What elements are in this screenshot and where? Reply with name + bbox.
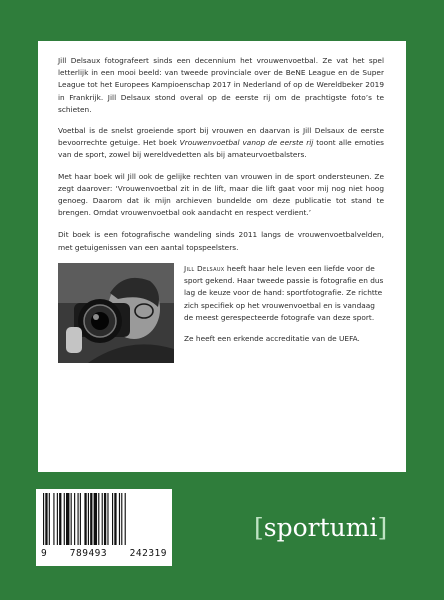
barcode-bar [78,493,79,545]
barcode-digit-prefix: 9 [41,548,48,559]
barcode-bar [94,493,97,545]
barcode-bar [88,493,89,545]
barcode-bar [114,493,116,545]
barcode-bar [84,493,86,545]
growth-paragraph [58,125,384,162]
isbn-barcode [36,489,172,566]
barcode-bar [80,493,81,545]
author-name: Jill Delsaux [184,263,225,273]
barcode-bar [104,493,106,545]
barcode-bar [57,493,58,545]
walk-paragraph: Dit boek is een fotografische wandeling sinds 2011 langs de vrouwenvoetbalvelden, met getuigenissen van een aantal topspeelsters. [58,230,384,252]
barcode-bar [74,493,75,545]
publisher-logo [254,510,422,546]
author-photo [58,263,174,363]
barcode-bar [53,493,54,545]
barcode-bar [43,493,44,545]
barcode-bar [90,493,92,545]
barcode-bar [59,493,61,545]
text-panel [38,41,406,472]
photographer-illustration [58,263,174,363]
barcode-digit-group-2: 242319 [129,548,167,559]
barcode-bar [112,493,113,545]
book-title: Vrouwenvoetbal vanop de eerste rij [179,138,314,148]
barcode-digits [41,548,167,559]
logo-bracket-close: ] [377,513,388,542]
barcode-bar [49,493,50,545]
barcode-bar [119,493,120,545]
barcode-bar [64,493,65,545]
barcode-bars [41,493,167,545]
barcode-digit-group-1: 789493 [69,548,108,559]
barcode-bar [102,493,103,545]
barcode-bar [107,493,108,545]
author-bio [184,263,384,363]
growth-text-start: Voetbal is de snelst groeiende sport bij vrouwen en daarvan is Jill Delsaux de eerste bevoorrechte getuige. Het boek [58,126,384,148]
intro-paragraph: Jill Delsaux fotografeert sinds een decennium het vrouwenvoetbal. Ze vat het spel letterlijk in een mooi beeld: van tweede provinciale over de BeNE League en de Super League tot het Europees Kampioenschap 2017 in Nederland of op de Wereldbeker 2019 in Frankrijk. Jill Delsaux stond overal op de eerste rij om de prachtigste foto’s te schieten. [58,56,384,114]
author-block [58,263,384,363]
barcode-bar [98,493,99,545]
bio-paragraph [184,263,384,324]
logo-text: sportumi [263,513,378,542]
accreditation-text: Ze heeft een erkende accreditatie van de UEFA. [184,334,360,344]
bio-text: heeft haar hele leven een liefde voor de sport gekend. Haar tweede passie is fotografie en dus lag de keuze voor de hand: sportfotografie. Ze richtte zich specifiek op het vrouwenvoetbal en is vandaag de meest gerespecteerde fotografe van deze sport. [184,263,384,323]
barcode-bar [121,493,122,545]
barcode-bar [66,493,69,545]
logo-bracket-open: [ [254,513,264,542]
barcode-bar [71,493,72,545]
rights-paragraph: Met haar boek wil Jill ook de gelijke rechten van vrouwen in de sport ondersteunen. Ze zegt daarover: ‘Vrouwenvoetbal zit in de lift, maar die lift gaat voor mij nog niet hoog genoeg. Daarom dat ik mijn archieven bundelde om deze publicatie tot stand te brengen. Omdat vrouwenvoetbal ook aandacht en respect verdient.’ [58,171,384,218]
growth-text-end: toont alle emoties van de sport, zowel bij wereldvedetten als bij amateurvoetbalsters. [58,138,384,160]
barcode-bar [45,493,47,545]
barcode-bar [125,493,126,545]
